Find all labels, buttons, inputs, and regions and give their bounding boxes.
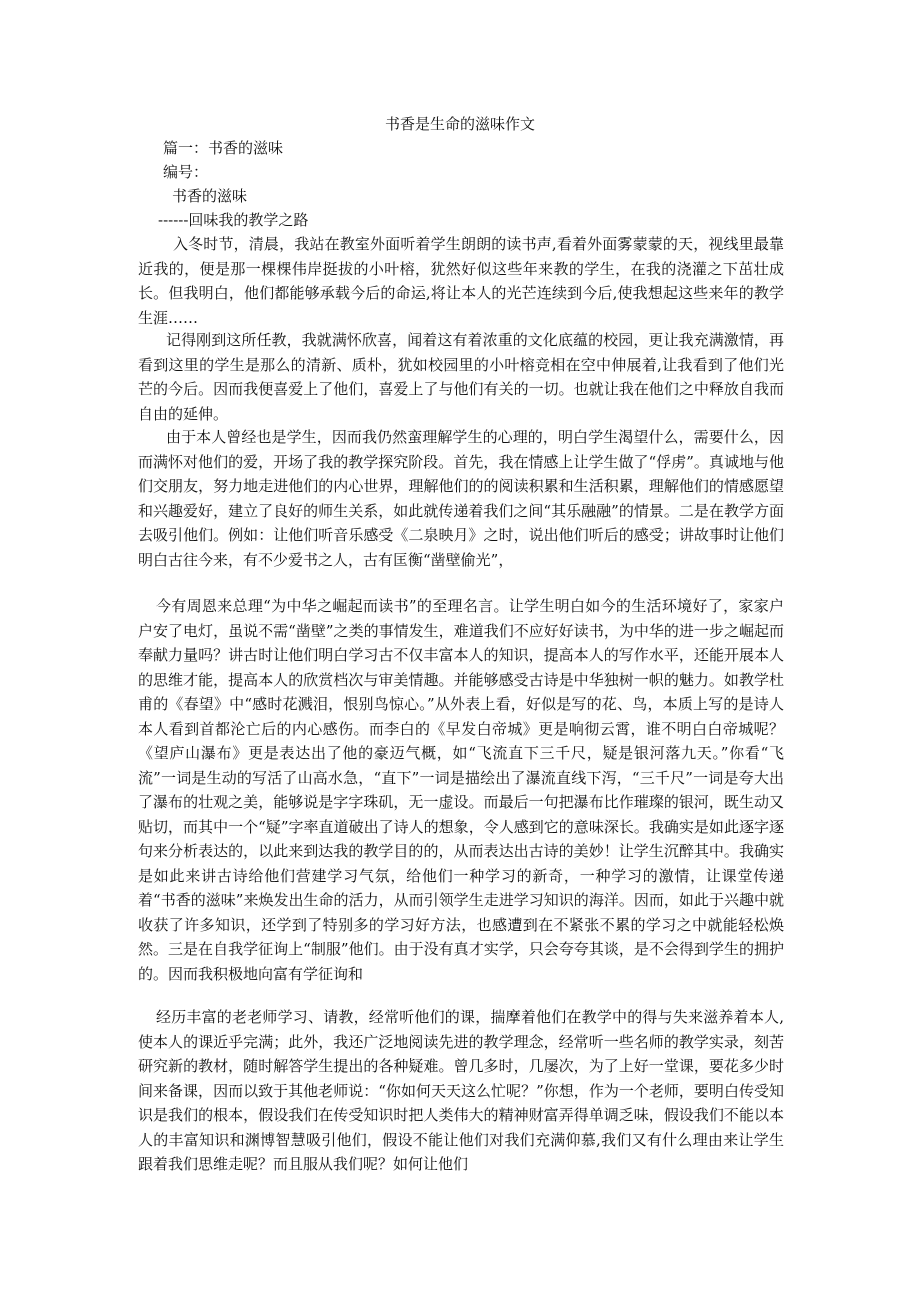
- paragraph-3: 由于本人曾经也是学生，因而我仍然蛮理解学生的心理的，明白学生渴望什么，需要什么，因而满怀对他们的爱，开场了我的教学探究阶段。首先，我在情感上让学生做了“俘虏”。真诚地与他们交朋友，努力地走进他们的内心世界，理解他们的的阅读积累和生活积累，理解他们的情感愿望和兴趣爱好，建立了良好的师生关系，如此就传递着我们之间“其乐融融”的情景。二是在教学方面去吸引他们。例如：让他们听音乐感受《二泉映月》之时，说出他们听后的感受；讲故事时让他们明白古往今来，有不少爱书之人，古有匡衡“凿壁偷光”，: [138, 428, 784, 569]
- paragraph-2: 记得刚到这所任教，我就满怀欣喜，闻着这有着浓重的文化底蕴的校园，更让我充满激情，再看到这里的学生是那么的清新、质朴，犹如校园里的小叶榕竞相在空中伸展着,让我看到了他们光芒的今后。因而我便喜爱上了他们，喜爱上了与他们有关的一切。也就让我在他们之中释放自我而自由的延伸。: [138, 331, 784, 423]
- essay-title: 书香的滋味: [172, 187, 248, 205]
- paragraph-4: 今有周恩来总理“为中华之崛起而读书”的至理名言。让学生明白如今的生活环境好了，家家户户安了电灯，虽说不需“凿壁”之类的事情发生，难道我们不应好好读书，为中华的进一步之崛起而奉献力量吗？讲古时让他们明白学习古不仅丰富本人的知识，提高本人的写作水平，还能开展本人的思维才能，提高本人的欣赏档次与审美情趣。并能够感受古诗是中华独树一帜的魅力。如教学杜甫的《春望》中“感时花溅泪，恨别鸟惊心。”从外表上看，好似是写的花、鸟，本质上写的是诗人本人看到首都沦亡后的内心感伤。而李白的《早发白帝城》更是响彻云霄，谁不明白白帝城呢？《望庐山瀑布》更是表达出了他的豪迈气概，如“飞流直下三千尺，疑是银河落九天。”你看“飞流”一词是生动的写活了山高水急，“直下”一词是描绘出了瀑流直线下泻，“三千尺”一词是夸大出了瀑布的壮观之美，能够说是字字珠矶，无一虚设。而最后一句把瀑布比作璀璨的银河，既生动又贴切，而其中一个“疑”字率直道破出了诗人的想象，令人感到它的意味深长。我确实是如此逐字逐句来分析表达的，以此来到达我的教学目的的，从而表达出古诗的美妙！让学生沉醉其中。我确实是如此来讲古诗给他们营建学习气氛，给他们一种学习的新奇，一种学习的激情，让课堂传递着“书香的滋味”来焕发出生命的活力，从而引领学生走进学习知识的海洋。因而，如此于兴趣中就收获了许多知识，还学到了特别多的学习好方法，也感遭到在不紧张不累的学习之中就能轻松焕然。三是在自我学征询上“制服”他们。由于没有真才实学，只会夸夸其谈，是不会得到学生的拥护的。因而我积极地向富有学征询和: [138, 597, 784, 983]
- paragraph-5: 经历丰富的老老师学习、请教，经常听他们的课，揣摩着他们在教学中的得与失来滋养着本人,使本人的课近乎完满；此外，我还广泛地阅读先进的教学理念，经常听一些名师的教学实录，刻苦研究新的教材，随时解答学生提出的各种疑难。曾几多时，几屡次，为了上好一堂课，要花多少时间来备课，因而以致于其他老师说：“你如何天天这么忙呢？”你想，作为一个老师，要明白传受知识是我们的根本，假设我们在传受知识时把人类伟大的精神财富弄得单调乏味，假设我们不能以本人的丰富知识和渊博智慧吸引他们，假设不能让他们对我们充满仰慕,我们又有什么理由来让学生跟着我们思维走呢？而且服从我们呢？如何让他们: [138, 1008, 784, 1173]
- number-label: 编号：: [163, 163, 209, 181]
- document-title: 书香是生命的滋味作文: [384, 115, 535, 133]
- section-label: 篇一：书香的滋味: [163, 139, 284, 157]
- paragraph-1: 入冬时节，清晨，我站在教室外面听着学生朗朗的读书声,看着外面雾蒙蒙的天，视线里最靠近我的，便是那一棵棵伟岸挺拔的小叶榕，犹然好似这些年来教的学生，在我的浇灌之下茁壮成长。但我明白，他们都能够承载今后的命运,将让本人的光芒连续到今后,使我想起这些来年的教学生涯……: [138, 235, 784, 327]
- essay-subtitle: ------回味我的教学之路: [158, 211, 309, 229]
